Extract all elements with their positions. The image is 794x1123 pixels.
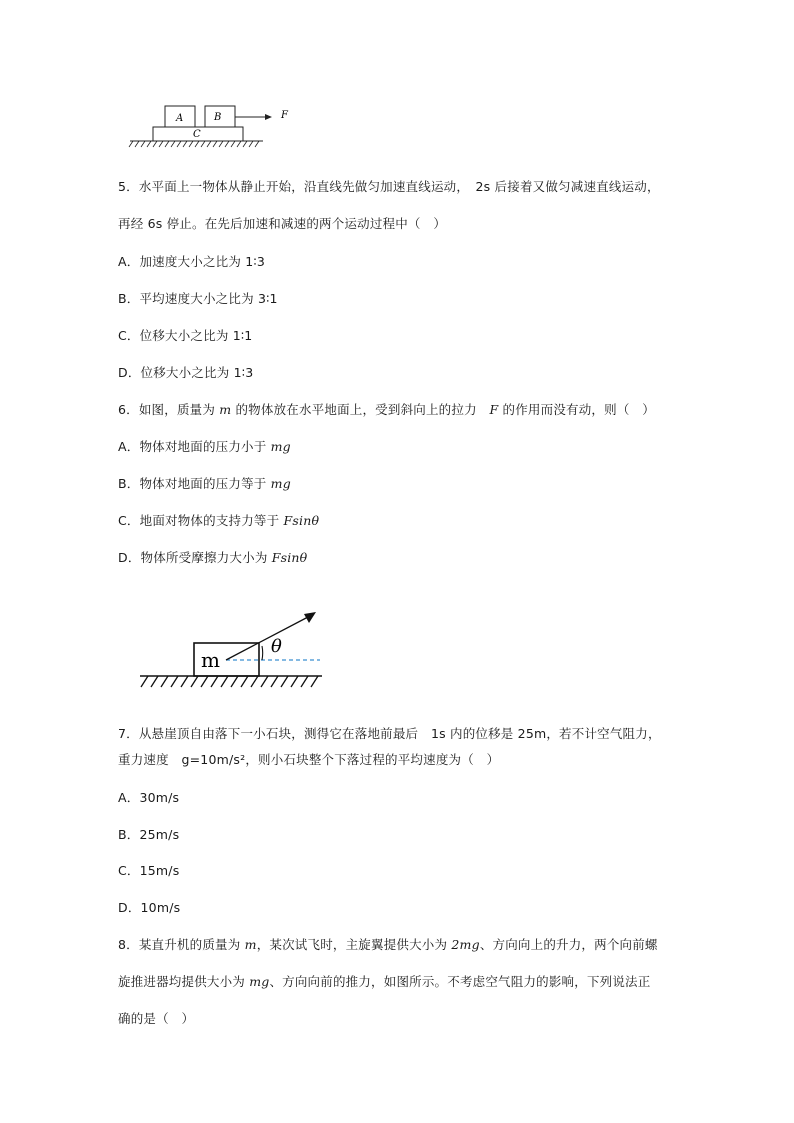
figure-mass-incline-force [138, 605, 328, 695]
ground-hatch [141, 676, 318, 687]
force-arrow-line [226, 617, 308, 660]
q7-option-c: C．15m/s [118, 863, 180, 878]
q6-option-d [118, 548, 307, 566]
q8-line2-b: 、方向向前的推力，如图所示。不考虑空气阻力的影响，下列说法正 [269, 974, 651, 989]
q6-option-b-text: B．物体对地面的压力等于 [118, 476, 271, 491]
q7-stem-line1: 7．从悬崖顶自由落下一小石块，测得它在落地前最后 1s 内的位移是 25m，若不计空气阻力， [118, 726, 661, 741]
label-c: C [193, 129, 201, 140]
q6-stem-m: m [219, 402, 232, 417]
q8-line2-a: 旋推进器均提供大小为 [118, 974, 250, 989]
q5-option-a: A．加速度大小之比为 1∶3 [118, 254, 265, 269]
q6-option-c-text: C．地面对物体的支持力等于 [118, 513, 284, 528]
q5-option-c: C．位移大小之比为 1∶1 [118, 328, 253, 343]
q8-line1 [118, 935, 658, 953]
q6-stem-f: F [489, 402, 499, 417]
label-b: B [214, 112, 222, 123]
force-arrowhead [265, 114, 272, 120]
q6-stem-b: 的物体放在水平地面上，受到斜向上的拉力 [231, 402, 490, 417]
q6-stem [118, 400, 655, 418]
q5-stem-line1: 5．水平面上一物体从静止开始，沿直线先做匀加速直线运动， 2s 后接着又做匀减速直线运动， [118, 179, 660, 194]
q8-line2-mg: mg [249, 974, 270, 989]
q6-option-c-math: Fsinθ [283, 513, 320, 528]
q6-option-c [118, 511, 319, 529]
figure-blocks-abc [125, 100, 305, 155]
q5-stem-line2: 再经 6s 停止。在先后加速和减速的两个运动过程中（ ） [118, 216, 447, 231]
q8-line1-c: 、方向向上的升力，两个向前螺 [479, 937, 658, 952]
q6-option-d-text: D．物体所受摩擦力大小为 [118, 550, 272, 565]
q8-line1-b: ，某次试飞时，主旋翼提供大小为 [256, 937, 452, 952]
q5-option-d: D．位移大小之比为 1∶3 [118, 365, 254, 380]
q8-line3: 确的是（ ） [118, 1011, 195, 1026]
ground-hatch [129, 141, 259, 147]
q7-option-b: B．25m/s [118, 827, 180, 842]
q7-option-d: D．10m/s [118, 900, 181, 915]
q6-option-d-math: Fsinθ [271, 550, 308, 565]
q6-stem-a: 6．如图，质量为 [118, 402, 220, 417]
q7-option-a: A．30m/s [118, 790, 180, 805]
q5-option-b: B．平均速度大小之比为 3∶1 [118, 291, 278, 306]
q8-line1-m: m [244, 937, 257, 952]
q6-option-b [118, 474, 291, 492]
label-a: A [176, 113, 184, 124]
q8-line2 [118, 972, 650, 990]
q6-option-a [118, 437, 291, 455]
label-f: F [281, 110, 288, 121]
q6-stem-c: 的作用而没有动，则（ ） [498, 402, 655, 417]
q8-line1-2mg: 2mg [451, 937, 480, 952]
angle-label: θ [271, 636, 282, 657]
mass-label: m [201, 648, 220, 672]
q6-option-a-math: mg [270, 439, 291, 454]
q6-option-b-math: mg [270, 476, 291, 491]
q7-stem-line2: 重力速度 g=10m/s²，则小石块整个下落过程的平均速度为（ ） [118, 752, 500, 767]
q6-option-a-text: A．物体对地面的压力小于 [118, 439, 271, 454]
q8-line1-a: 8．某直升机的质量为 [118, 937, 245, 952]
angle-arc [262, 646, 263, 660]
